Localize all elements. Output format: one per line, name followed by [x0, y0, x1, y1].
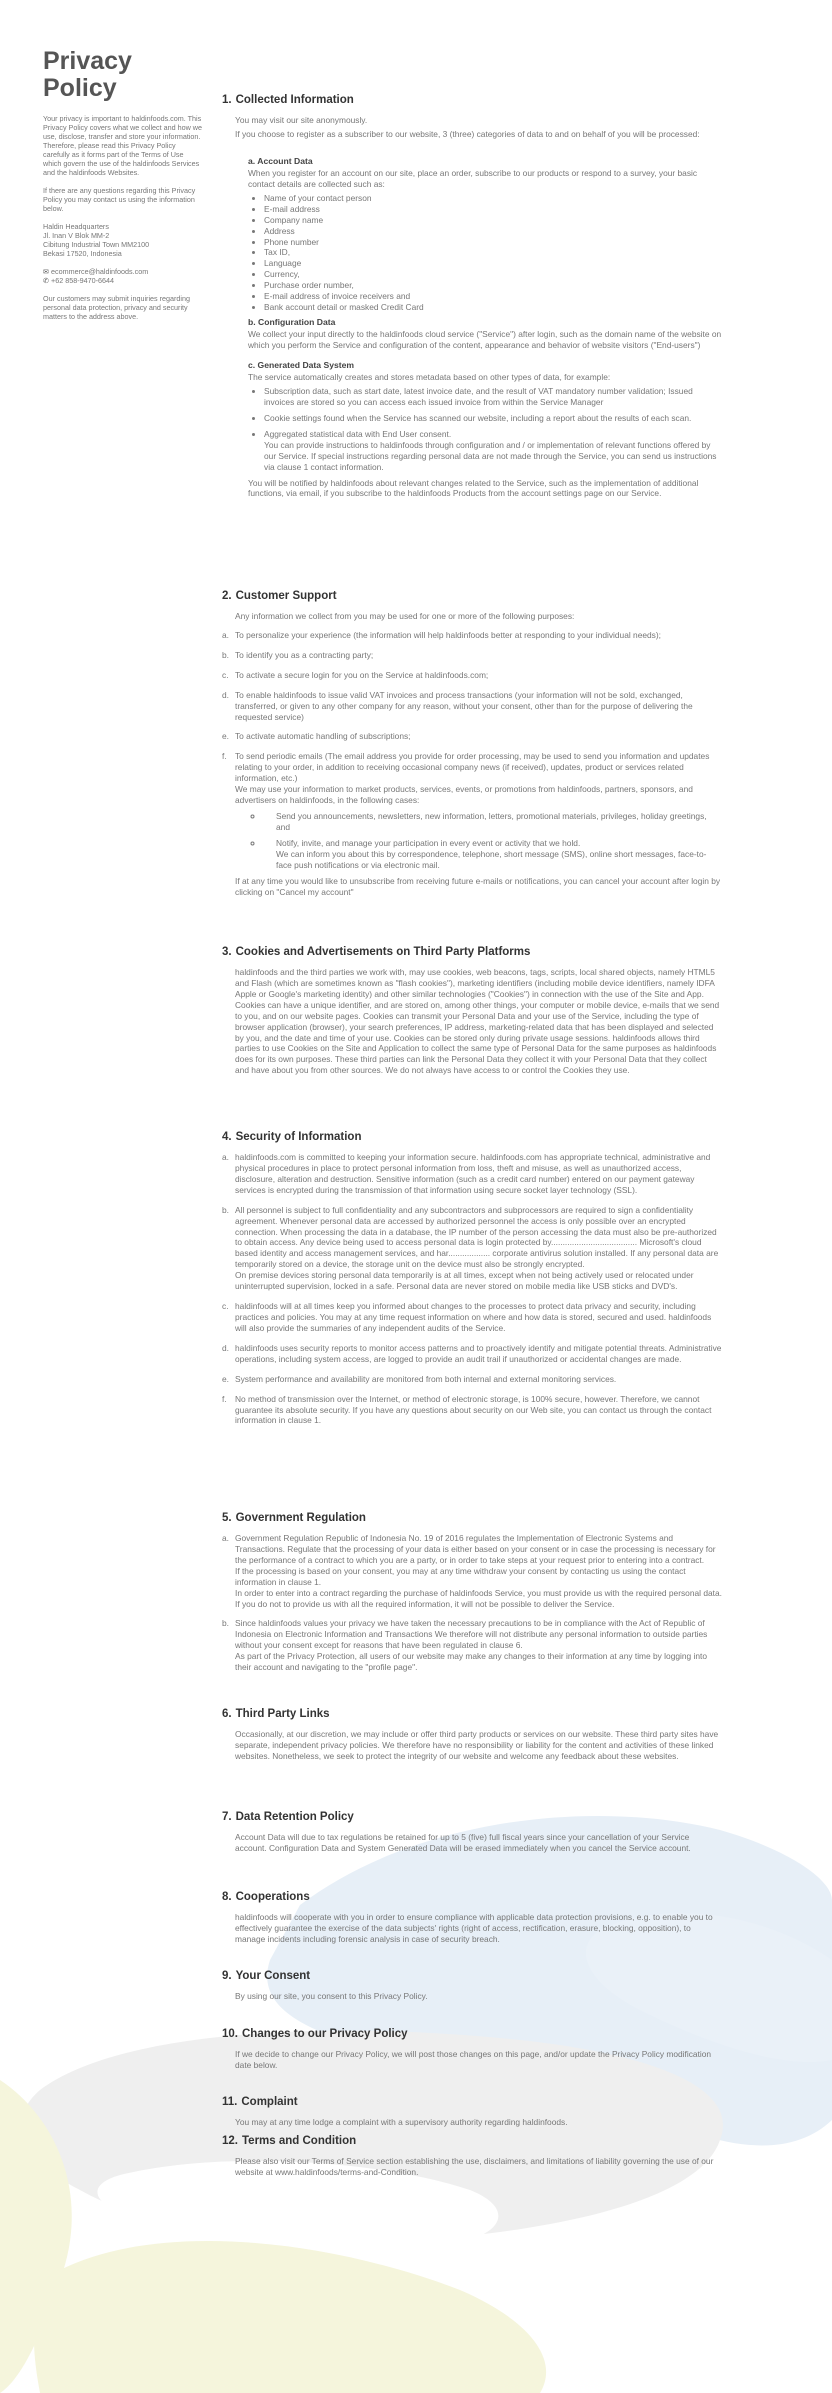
list-item: • Company name: [264, 215, 722, 226]
paragraph: Occasionally, at our discretion, we may include or offer third party products or services on our website. These third party sites have separate, independent privacy policies. We therefore have no responsibility or liability for the content and activities of these linked websites. Nonetheless, we seek to protect the integrity of our website and welcome any feedback about these websites.: [235, 1729, 719, 1761]
item-key: a.: [222, 629, 229, 640]
list-item: [222, 1205, 722, 1292]
section-title: Third Party Links: [235, 1708, 330, 1720]
section-heading: [222, 1512, 722, 1525]
section-terms: [222, 2135, 722, 2181]
list-item: [222, 1618, 722, 1673]
item-key: d.: [222, 689, 229, 700]
item-text: haldinfoods.com is committed to keeping your information secure. haldinfoods.com has appropriate technical, administrative and physical procedures in place to protect personal information from loss, theft and misuse, as well as unauthorized access, disclosure, alteration and destruction. Sensitive information (such as a credit card number) entered on our payment gateway services is encrypted during the transmission of that information using secure socket layer technology (SSL).: [235, 1152, 711, 1195]
list-item: • Subscription data, such as start date, latest invoice date, and the result of VAT mandatory number validation; Issued invoices are stored so you can access each issued invoice from within the Service Manager: [264, 386, 722, 408]
email-link[interactable]: ecommerce@haldinfoods.com: [51, 267, 149, 276]
section-heading: [222, 1708, 722, 1721]
address-line: Cibitung Industrial Town MM2100: [43, 240, 150, 249]
subsection-title: b. Configuration Data: [248, 317, 336, 327]
list-item: [222, 690, 722, 723]
phone-link[interactable]: +62 858-9470-6644: [51, 276, 114, 285]
paragraph: We collect your input directly to the haldinfoods cloud service ("Service") after login, such as the domain name of the website on which you perform the Service and configuration of the content, appearance and behavior of website visitors ("End-users"): [248, 329, 722, 351]
list-item: [222, 751, 722, 897]
section-your-consent: [222, 1970, 722, 2005]
yellow-blob-bottom: [34, 2241, 546, 2393]
section-number: 9.: [222, 1970, 232, 1982]
list-item: • Language: [264, 258, 722, 269]
subsection-generated-data: [248, 360, 722, 499]
section-heading: [222, 590, 722, 603]
item-text: To activate automatic handling of subscriptions;: [235, 731, 411, 742]
item-text: Government Regulation Republic of Indonesia No. 19 of 2016 regulates the Implementation of Electronic Systems and Transactions. Regulate that the processing of your data is either based on your consent or in case the processing is necessary for the performance of a contract to which you are a party, or in order to take steps at your request prior to entering into a contract. If the processing is based on your consent, you may at any time withdraw your consent by contacting us using the contact information in clause 1. In order to enter into a contract regarding the purchase of haldinfoods Service, you must provide us with the required personal data. If you do not to provide us with all the required information, it will not be possible to deliver the Service.: [235, 1533, 722, 1609]
item-key: d.: [222, 1342, 229, 1353]
item-text: To identify you as a contracting party;: [235, 649, 374, 660]
sidebar-intro: Your privacy is important to haldinfoods.com. This Privacy Policy covers what we collect and how we use, disclose, transfer and store your information. Therefore, please read this Privacy Policy carefully as it forms part of the Terms of Use which govern the use of the haldinfoods Services and the haldinfoods Websites.: [43, 114, 202, 177]
marketing-cases-list: [247, 811, 722, 871]
list-item: • Address: [264, 226, 722, 237]
section-title: Security of Information: [235, 1131, 362, 1143]
phone-row: [43, 276, 203, 285]
page-title-line1: Privacy: [43, 47, 132, 75]
subsection-title: a. Account Data: [248, 155, 313, 166]
section-title: Cookies and Advertisements on Third Party Platforms: [235, 946, 531, 958]
item-text: To personalize your experience (the information will help haldinfoods better at responding to your individual needs);: [235, 629, 661, 640]
paragraph: Any information we collect from you may be used for one or more of the following purposes:: [235, 611, 575, 621]
paragraph: haldinfoods and the third parties we work with, may use cookies, web beacons, tags, scripts, local shared objects, namely HTML5 and Flash (which are sometimes known as "flash cookies"), marketing identifiers (including mobile device identifiers, namely IDFA Apple or Google's marketing identity) and other similar technologies ("Cookies") in connection with the use of the Site and App. Cookies can have a unique identifier, and are stored on, among other things, your computer or mobile device, e-mails that we send to you, and on our website pages. Cookies can transmit your Personal Data and your use of the Service, including the type of browser application (browser), your search preferences, IP address, marketing-related data that has been displayed and selected by you, and the date and time of your use. Cookies can be stored only during private usage sessions. haldinfoods allows third parties to use Cookies on the Site and Application to collect the same type of Personal Data for the same purposes as haldinfoods does for its own purposes. These third parties can link the Personal Data they collect it with your Personal Data that they collect and have about you from other sources. We do not always have access to or control the Cookies they use.: [235, 967, 720, 1076]
list-item: • Aggregated statistical data with End User consent. You can provide instructions to haldinfoods through configuration and / or implementation of relevant functions offered by our Service. If special instructions regarding personal data are not made through the Service, you can send us instructions via clause 1 contact information.: [264, 429, 722, 473]
list-item: [222, 1343, 722, 1365]
section-number: 10.: [222, 2028, 238, 2040]
phone-icon: ✆: [43, 276, 50, 285]
section-heading: [222, 2135, 722, 2148]
list-item: ◦ Send you announcements, newsletters, new information, letters, promotional materials, privileges, holiday greetings, and: [263, 811, 722, 833]
paragraph: You may visit our site anonymously.: [235, 115, 368, 125]
paragraph: The service automatically creates and stores metadata based on other types of data, for example:: [248, 372, 611, 383]
section-heading: [222, 94, 722, 107]
sidebar-footer: Our customers may submit inquiries regarding personal data protection, privacy and security matters to the address above.: [43, 294, 190, 321]
section-title: Collected Information: [235, 94, 354, 106]
section-heading: [222, 2096, 722, 2109]
section-title: Customer Support: [235, 590, 337, 602]
list-item: [222, 1152, 722, 1196]
section-data-retention: [222, 1811, 722, 1857]
paragraph: If we decide to change our Privacy Policy, we will post those changes on this page, and/or update the Privacy Policy modification date below.: [235, 2049, 712, 2070]
paragraph: By using our site, you consent to this Privacy Policy.: [235, 1991, 428, 2001]
list-item: • Currency,: [264, 269, 722, 280]
item-key: c.: [222, 669, 229, 680]
list-item: [222, 1301, 722, 1334]
address-line: Haldin Headquarters: [43, 222, 109, 231]
section-title: Your Consent: [235, 1970, 311, 1982]
security-list: [222, 1152, 722, 1426]
item-key: b.: [222, 1204, 229, 1215]
list-item: • Bank account detail or masked Credit Card: [264, 302, 722, 313]
section-number: 3.: [222, 946, 232, 958]
item-text: We may use your information to market products, services, events, or promotions from haldinfoods, partners, sponsors, and advertisers on haldinfoods, in the following cases:: [235, 784, 693, 806]
list-item: [222, 1533, 722, 1609]
list-item: • Name of your contact person: [264, 193, 722, 204]
item-key: f.: [222, 1393, 227, 1404]
list-item: • Cookie settings found when the Service has scanned our website, including a report about the results of each scan.: [264, 413, 722, 424]
section-number: 4.: [222, 1131, 232, 1143]
item-key: a.: [222, 1533, 229, 1543]
list-item: ◦ Notify, invite, and manage your participation in every event or activity that we hold. We can inform you about this by correspondence, telephone, short message (SMS), online short messages, face-to-face push notifications or via electronic mail.: [263, 838, 722, 871]
section-number: 8.: [222, 1891, 232, 1903]
list-item: [222, 1374, 722, 1385]
item-key: b.: [222, 1618, 229, 1629]
address-line: Bekasi 17520, Indonesia: [43, 249, 122, 258]
section-number: 6.: [222, 1708, 232, 1720]
section-cookies: [222, 946, 722, 1079]
page-title-line2: Policy: [43, 74, 117, 102]
list-item: • E-mail address of invoice receivers and: [264, 291, 722, 302]
item-text: No method of transmission over the Internet, or method of electronic storage, is 100% secure, however. Therefore, we cannot guarantee its absolute security. If you have any questions about security on our Web site, you can contact us through the contact information in clause 1.: [235, 1393, 712, 1426]
item-text: To enable haldinfoods to issue valid VAT invoices and process transactions (your information will not be sold, exchanged, transferred, or given to any other company for any reason, without your consent, other than for the purpose of delivering the requested service): [235, 689, 693, 722]
list-item: [222, 731, 722, 742]
item-key: e.: [222, 1373, 229, 1384]
sidebar-contact: [43, 267, 203, 285]
item-text: To send periodic emails (The email address you provide for order processing, may be used to send you information and updates relating to your order, in addition to receiving occasional company news (if received), updates, product or services related information, etc.): [235, 751, 710, 784]
subsection-account-data: [248, 156, 722, 313]
subsection-title: c. Generated Data System: [248, 360, 355, 371]
section-heading: [222, 1131, 722, 1144]
account-data-list: [248, 193, 722, 313]
section-heading: [222, 1891, 722, 1904]
section-number: 12.: [222, 2135, 238, 2147]
section-third-party-links: [222, 1708, 722, 1765]
item-text: haldinfoods will at all times keep you informed about changes to the processes to protect data privacy and security, including practices and policies. You may at any time request information on where and how data is stored, secured and used. haldinfoods will also provide the summaries of any independent audits of the Service.: [235, 1301, 712, 1333]
subsection-configuration-data: [248, 317, 722, 351]
paragraph: haldinfoods will cooperate with you in order to ensure compliance with applicable data protection provisions, e.g. to enable you to effectively guarantee the exercise of the data subjects' rights (right of access, rectification, erasure, blocking, opposition), to manage incidents including forensic analysis in case of security breach.: [235, 1912, 713, 1944]
sidebar-questions: If there are any questions regarding this Privacy Policy you may contact us using the information below.: [43, 186, 196, 213]
address-line: Jl. Inan V Blok MM-2: [43, 231, 110, 240]
item-text: To activate a secure login for you on the Service at haldinfoods.com;: [235, 669, 489, 680]
list-item: • Tax ID,: [264, 247, 722, 258]
list-item: • E-mail address: [264, 204, 722, 215]
paragraph: Please also visit our Terms of Service section establishing the use, disclaimers, and limitations of liability governing the use of our website at www.haldinfoods/terms-and-Condition.: [235, 2156, 714, 2177]
list-item: • Phone number: [264, 237, 722, 248]
section-number: 5.: [222, 1512, 232, 1524]
section-collected-information: [222, 94, 722, 502]
email-row: [43, 267, 203, 276]
purpose-list: [222, 630, 722, 898]
section-security: [222, 1131, 722, 1435]
section-number: 2.: [222, 590, 232, 602]
section-policy-changes: [222, 2028, 722, 2074]
section-title: Complaint: [241, 2096, 298, 2108]
list-item: [222, 650, 722, 661]
paragraph: You may at any time lodge a complaint with a supervisory authority regarding haldinfoods.: [235, 2117, 568, 2127]
item-key: e.: [222, 731, 229, 742]
sidebar-address: [43, 222, 203, 258]
section-heading: [222, 946, 722, 959]
item-text: Since haldinfoods values your privacy we have taken the necessary precautions to be in compliance with the Act of Republic of Indonesia on Electronic Information and Transactions We therefore will not distribute any personal information to outside parties without your consent except for reasons that have been regulated in clause 6. As part of the Privacy Protection, all users of our website may make any changes to their information at any time by logging into their account and navigating to the "profile page".: [235, 1618, 708, 1673]
paragraph: Account Data will due to tax regulations be retained for up to 5 (five) full fiscal years since your cancellation of your Service account. Configuration Data and System Generated Data will be erased immediately when you cancel the Service account.: [235, 1832, 691, 1853]
section-title: Terms and Condition: [242, 2135, 357, 2147]
section-customer-support: [222, 590, 722, 906]
section-heading: [222, 2028, 722, 2041]
paragraph: If you choose to register as a subscriber to our website, 3 (three) categories of data to and on behalf of you will be processed:: [235, 128, 700, 139]
generated-data-list: [248, 386, 722, 472]
item-text: System performance and availability are monitored from both internal and external monitoring services.: [235, 1373, 617, 1384]
list-item: [222, 670, 722, 681]
item-key: b.: [222, 649, 229, 660]
list-item: [222, 630, 722, 641]
page-title: [43, 48, 203, 102]
email-icon: ✉: [43, 267, 50, 276]
section-complaint: [222, 2096, 722, 2131]
section-heading: [222, 1811, 722, 1824]
item-key: f.: [222, 751, 227, 762]
item-key: c.: [222, 1301, 229, 1312]
section-title: Cooperations: [235, 1891, 310, 1903]
paragraph: When you register for an account on our site, place an order, subscribe to our products or respond to a survey, your basic contact details are collected such as:: [248, 168, 698, 189]
section-title: Government Regulation: [235, 1512, 366, 1524]
sidebar: [43, 48, 203, 330]
section-government-regulation: [222, 1512, 722, 1682]
list-item: • Purchase order number,: [264, 280, 722, 291]
section-number: 7.: [222, 1811, 232, 1823]
list-item: [222, 1394, 722, 1427]
paragraph: You will be notified by haldinfoods about relevant changes related to the Service, such as the implementation of additional functions, via email, if you subscribe to the haldinfoods Products from the account settings page on our Service.: [248, 477, 699, 499]
item-key: a.: [222, 1152, 229, 1162]
section-title: Changes to our Privacy Policy: [242, 2028, 408, 2040]
section-number: 11.: [222, 2096, 238, 2108]
item-text: If at any time you would like to unsubscribe from receiving future e-mails or notifications, you can cancel your account after login by clicking on "Cancel my account": [235, 875, 721, 897]
item-text: haldinfoods uses security reports to monitor access patterns and to proactively identify and mitigate potential threats. Administrative operations, including system access, are logged to provide an audit trail if unauthorized or accidental changes are made.: [235, 1342, 722, 1364]
section-title: Data Retention Policy: [235, 1811, 354, 1823]
regulation-list: [222, 1533, 722, 1673]
section-heading: [222, 1970, 722, 1983]
section-cooperations: [222, 1891, 722, 1948]
section-number: 1.: [222, 94, 232, 106]
item-text: All personnel is subject to full confidentiality and any subcontractors and subprocessors are required to sign a confidentiality agreement. Whenever personal data are accessed by authorized personnel the access is only possible over an encrypted connection. When processing the data in a database, the IP number of the person accessing the data must also be pre-authorized to obtain access. Any device being used to access personal data is login protected by..................................... Microsoft's cloud based identity and access management services, and har.................. corporate antivirus solution installed. If any personal data are temporarily stored on a device, the storage unit on the device must also be strongly encrypted. On premise devices storing personal data temporarily is at all times, except when not being actively used or relocated under uninterrupted supervision, locked in a safe. Personal data are never stored on mobile media like USB sticks and DVD's.: [235, 1204, 719, 1292]
